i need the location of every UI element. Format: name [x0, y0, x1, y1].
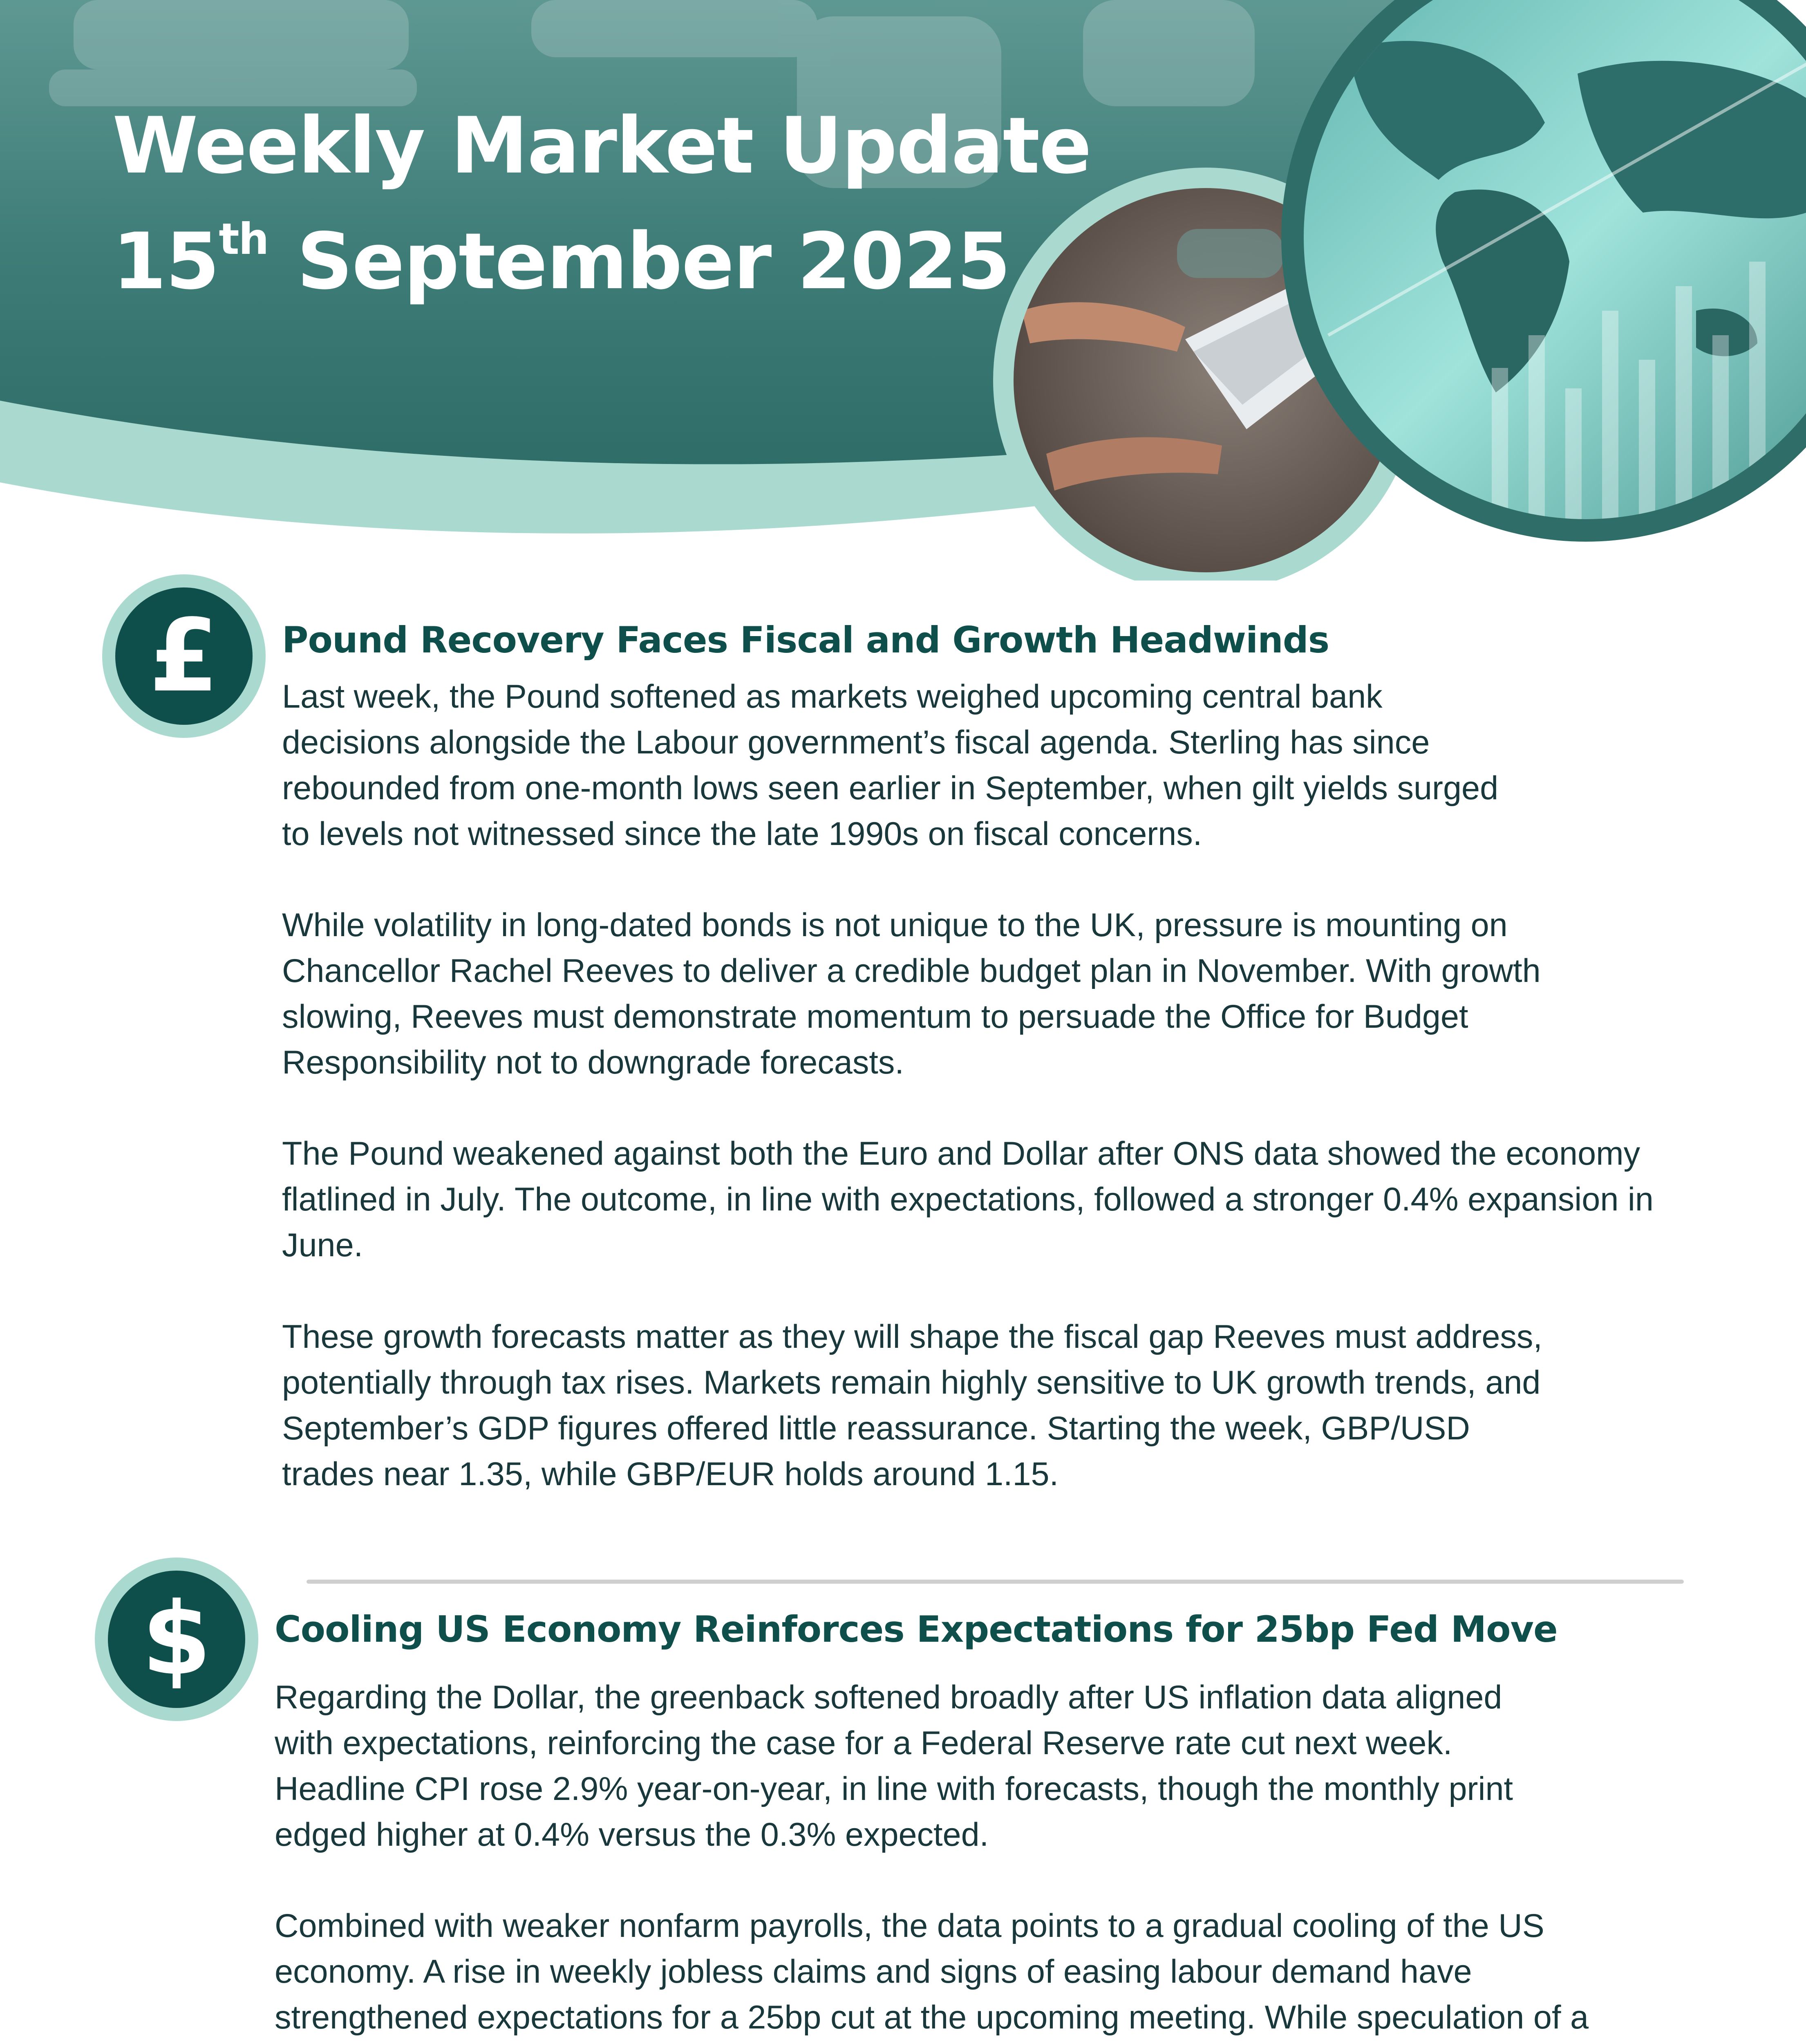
pound-paragraph-3 — [282, 1131, 1753, 1268]
pound-paragraph-4 — [282, 1314, 1753, 1497]
text-line: While volatility in long-dated bonds is not unique to the UK, pressure is mounting on — [282, 907, 1508, 944]
text-line: These growth forecasts matter as they will shape the fiscal gap Reeves must address, — [282, 1318, 1542, 1355]
text-line: Last week, the Pound softened as markets weighed upcoming central bank — [282, 678, 1383, 715]
dollar-paragraph-2 — [275, 1903, 1746, 2044]
text-line: with expectations, reinforcing the case for a Federal Reserve rate cut next week. — [275, 1725, 1452, 1762]
text-line: Regarding the Dollar, the greenback softened broadly after US inflation data aligned — [275, 1679, 1502, 1716]
publication-date — [112, 214, 1010, 307]
text-line: The Pound weakened against both the Euro and Dollar after ONS data showed the economy — [282, 1135, 1640, 1172]
text-line: Combined with weaker nonfarm payrolls, the data points to a gradual cooling of the US — [275, 1907, 1544, 1944]
text-line: to levels not witnessed since the late 1990s on fiscal concerns. — [282, 816, 1202, 852]
text-line: economy. A rise in weekly jobless claims and signs of easing labour demand have — [275, 1953, 1472, 1990]
pound-icon-glyph: £ — [115, 587, 253, 725]
text-line: trades near 1.35, while GBP/EUR holds around 1.15. — [282, 1456, 1059, 1493]
date-day: 15 — [112, 216, 219, 307]
text-line: Chancellor Rachel Reeves to deliver a credible budget plan in November. With growth — [282, 953, 1541, 989]
pound-paragraph-1 — [282, 674, 1753, 857]
text-line: potentially through tax rises. Markets remain highly sensitive to UK growth trends, and — [282, 1364, 1541, 1401]
text-line — [275, 2040, 1746, 2044]
pound-paragraph-2 — [282, 902, 1753, 1085]
pound-section-heading: Pound Recovery Faces Fiscal and Growth Headwinds — [282, 619, 1329, 661]
date-month-year: September 2025 — [297, 216, 1010, 307]
text-line: Headline CPI rose 2.9% year-on-year, in line with forecasts, though the monthly print — [275, 1771, 1513, 1807]
text-line: Responsibility not to downgrade forecasts. — [282, 1044, 904, 1081]
text-line: September’s GDP figures offered little reassurance. Starting the week, GBP/USD — [282, 1410, 1470, 1447]
text-line: slowing, Reeves must demonstrate momentum to persuade the Office for Budget — [282, 998, 1468, 1035]
text-line: rebounded from one-month lows seen earlier in September, when gilt yields surged — [282, 770, 1499, 807]
date-suffix: th — [219, 214, 269, 264]
text-line: June. — [282, 1227, 363, 1264]
text-line: strengthened expectations for a 25bp cut at the upcoming meeting. While speculation of a — [275, 1999, 1589, 2036]
section-divider — [307, 1580, 1684, 1584]
dollar-section-heading: Cooling US Economy Reinforces Expectations for 25bp Fed Move — [275, 1608, 1558, 1650]
dollar-icon-glyph: $ — [108, 1571, 245, 1708]
text-line: edged higher at 0.4% versus the 0.3% expected. — [275, 1816, 989, 1853]
dollar-icon — [95, 1558, 258, 1721]
pound-icon — [102, 574, 266, 738]
text-line: decisions alongside the Labour government’s fiscal agenda. Sterling has since — [282, 724, 1430, 761]
page-title: Weekly Market Update — [112, 101, 1091, 191]
dollar-paragraph-1 — [275, 1674, 1746, 1858]
text-line: flatlined in July. The outcome, in line with expectations, followed a stronger 0.4% expansion in — [282, 1181, 1654, 1218]
